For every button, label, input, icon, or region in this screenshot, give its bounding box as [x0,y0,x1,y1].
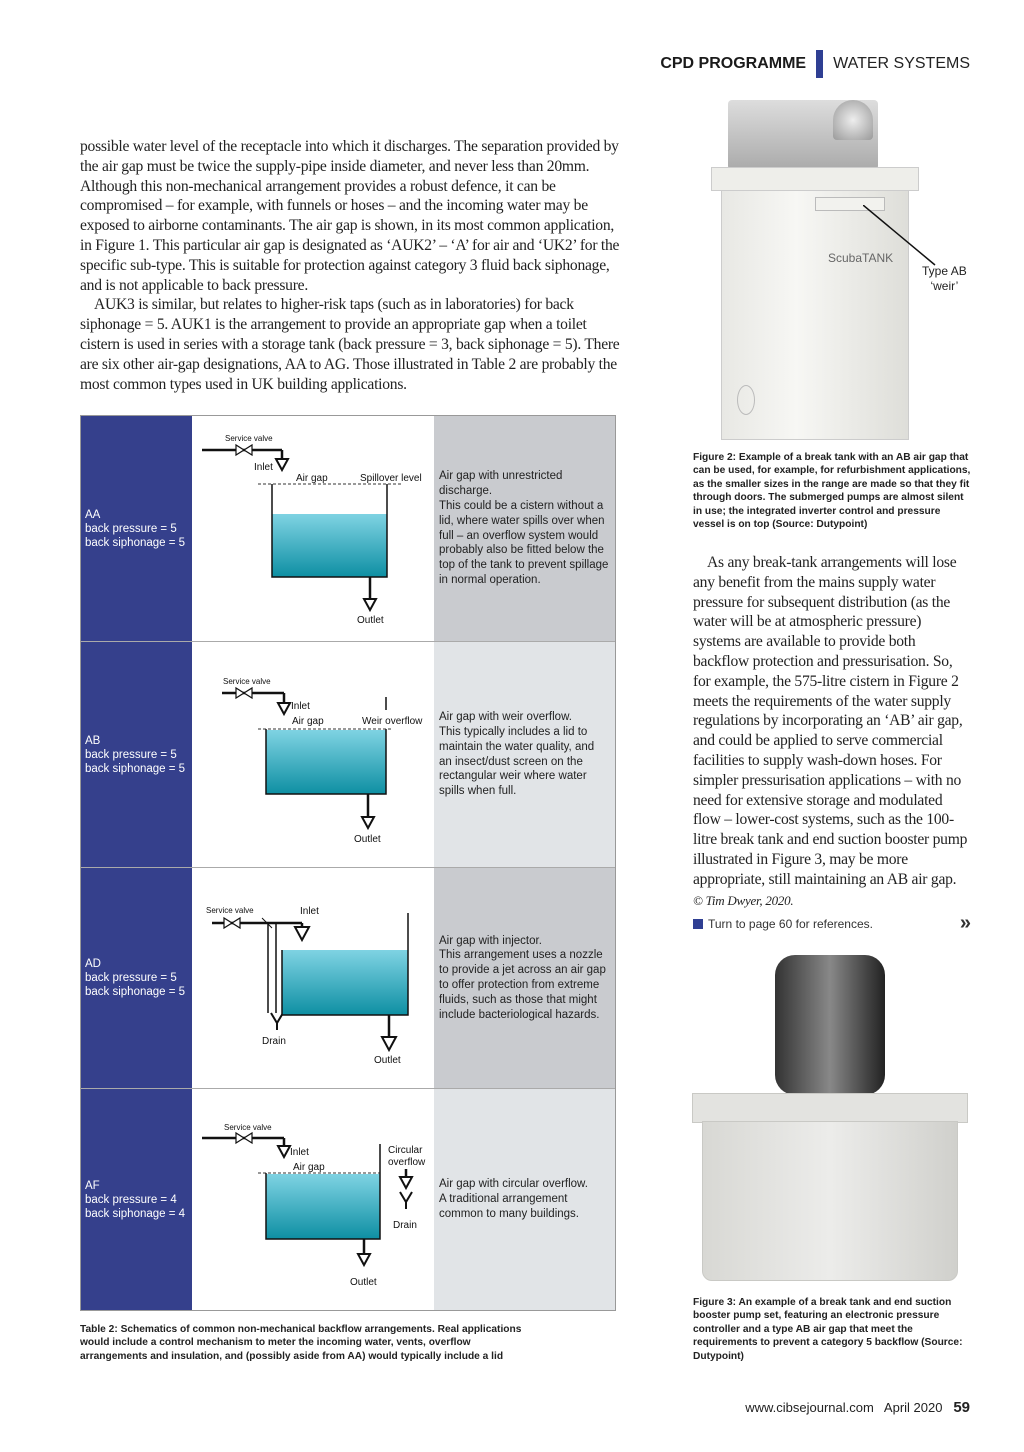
level-label: Weir overflow [362,716,423,727]
drain-icon [271,1013,283,1030]
website[interactable]: www.cibsejournal.com [745,1400,874,1415]
inlet-arrow-icon [278,1146,290,1157]
inlet-arrow-icon [276,459,288,470]
page-header [660,50,970,78]
table-row [81,642,615,868]
paragraph: AUK3 is similar, but relates to higher-risk taps (such as in laboratories) for back siphonage = 5. AUK1 is the arrangement to provide an appropriate gap when a toilet cistern is used in series with a storage tank (back pressure = 3, back siphonage = 5). There are six other air-gap designations, AA to AG. Those illustrated in Table 2 are probably the most common types used in UK building applications. [80,296,620,393]
level-label: Spillover level [360,473,422,484]
schematic-af [192,1089,434,1310]
outlet-arrow-icon [362,817,374,828]
air-gap-label: Air gap [292,716,324,727]
row-description: Air gap with unrestricted discharge. This could be a cistern without a lid, where water spills over when full – an overflow system would probably also be fitted below the top of the tank to prevent spillage in normal operation. [434,416,615,641]
air-gap-label: Air gap [293,1162,325,1173]
schematic-ad [192,868,434,1088]
inlet-label: Inlet [290,1147,309,1158]
valve-label: Service valve [225,434,273,443]
valve-icon [236,445,252,455]
inlet-label: Inlet [300,906,319,917]
left-body-text [80,137,620,394]
valve-label: Service valve [223,677,271,686]
reference-note [693,912,971,935]
brand-logo: ScubaTANK [828,251,894,265]
outlet-arrow-icon [358,1254,370,1265]
overflow-label: overflow [388,1157,426,1168]
outlet-label: Outlet [350,1277,377,1288]
break-tank [702,1121,958,1281]
valve-icon [224,918,240,928]
row-header: AD back pressure = 5 back siphonage = 5 [81,868,192,1088]
header-divider [816,50,823,78]
right-column-flow [693,553,971,935]
page-footer [745,1399,970,1416]
inlet-arrow-icon [278,703,290,714]
row-description: Air gap with weir overflow. This typically includes a lid to maintain the water quality, and an insect/dust screen on the rectangular weir where water spills when full. [434,642,615,867]
valve-label: Service valve [206,906,254,915]
paragraph: possible water level of the receptacle into which it discharges. The separation provided by the air gap must be twice the supply-pipe inside diameter, and never less than 20mm. Although this non-mechanical arrangement provides a robust defence, it can be compromised – for example, with funnels or hoses – and the incoming water may be exposed to airborne contaminants. The air gap is shown, in its most common application, in Figure 1. This particular air gap is designated as ‘AUK2’ – ‘A’ for air and ‘UK2’ for the specific sub-type. This is suitable for protection against category 3 fluid back siphonage, and is not applicable to back pressure. [80,138,620,294]
row-header: AB back pressure = 5 back siphonage = 5 [81,642,192,867]
table-row [81,1089,615,1310]
row-description: Air gap with circular overflow. A traditional arrangement common to many buildings. [434,1089,615,1310]
backflow-table [80,415,616,1311]
row-description: Air gap with injector. This arrangement uses a nozzle to provide a jet across an air gap to offer protection from extreme fluids, such as those that might include bacteriological hazards. [434,868,615,1088]
topic-label: WATER SYSTEMS [833,55,970,72]
double-chevron-icon[interactable]: » [959,912,971,935]
inlet-label: Inlet [291,701,310,712]
table-row [81,416,615,642]
callout-label: Type AB ‘weir’ [922,264,967,293]
booster-pump [775,955,885,1095]
square-bullet-icon [693,919,703,929]
drain-label: Drain [262,1036,286,1047]
code: AA [85,508,101,521]
pressure-vessel [833,100,873,140]
outlet-arrow-icon [364,599,376,610]
section-label: CPD PROGRAMME [660,55,807,72]
overflow-label: Circular [388,1145,423,1156]
figure3-photo [690,945,970,1285]
valve-label: Service valve [224,1123,272,1132]
right-body-text: As any break-tank arrangements will lose any benefit from the mains supply water pressure for subsequent distribution (as the water will be at atmospheric pressure) systems are available to provide both backflow protection and pressurisation. So, for example, the 575-litre cistern in Figure 2 meets the requirements of the water supply regulations by incorporating an ‘AB’ air gap, and could be applied to serve commercial facilities to supply wash-down hoses. For simpler pressurisation applications – with no need for extensive storage and modulated flow – lower-cost systems, such as the 100-litre break tank and end suction booster pump illustrated in Figure 3, may be more appropriate, still maintaining an AB air gap. [693,554,968,888]
drain-icon [400,1192,412,1209]
inlet-arrow-icon [295,927,309,940]
back-siphonage: back siphonage = 5 [85,536,186,549]
outlet-label: Outlet [354,834,381,845]
row-header [81,416,192,641]
figure2-caption: Figure 2: Example of a break tank with an AB air gap that can be used, for example, for refurbishment applications, as the smaller sizes in the range are made so that they fit through doors. The submerged pumps are almost silent in use; the integrated inverter control and pressure vessel is on top (Source: Dutypoint) [693,452,971,531]
drain-label: Drain [393,1220,417,1231]
figure2-photo [693,95,973,440]
table-row [81,868,615,1089]
outlet-arrow-icon [382,1037,396,1050]
valve-icon [236,688,252,698]
inlet-label: Inlet [254,462,273,473]
page-number: 59 [953,1399,970,1416]
valve-icon [236,1133,252,1143]
outlet-label: Outlet [374,1055,401,1066]
author: © Tim Dwyer, 2020. [693,892,794,908]
figure3-caption: Figure 3: An example of a break tank and end suction booster pump set, featuring an electronic pressure controller and a type AB air gap that meet the requirements to prevent a category 5 backflow (Source: Dutypoint) [693,1297,963,1362]
back-pressure: back pressure = 5 [85,522,177,535]
air-gap-label: Air gap [296,473,328,484]
row-header: AF back pressure = 4 back siphonage = 4 [81,1089,192,1310]
schematic-ab [192,642,434,867]
issue-date: April 2020 [883,1400,943,1415]
schematic-aa [192,416,434,641]
table-caption: Table 2: Schematics of common non-mechanical backflow arrangements. Real applications would include a control mechanism to meter the incoming water, vents, overflow arrangements and insulation, and (possibly aside from AA) would typically include a lid [80,1324,522,1362]
reference-link[interactable]: Turn to page 60 for references. [708,916,873,931]
outlet-label: Outlet [357,615,384,626]
